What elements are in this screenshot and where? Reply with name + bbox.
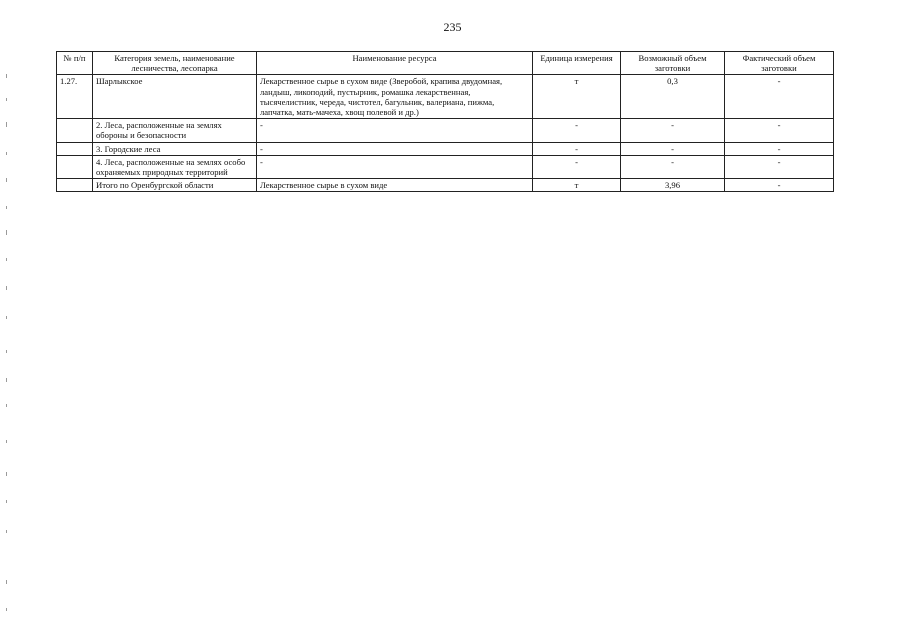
resources-table	[56, 51, 834, 192]
cell-number	[57, 155, 93, 178]
cell-unit: -	[533, 142, 621, 155]
header-category: Категория земель, наименование лесничества, лесопарка	[93, 52, 257, 75]
header-number: № п/п	[57, 52, 93, 75]
cell-category: Шарлыкское	[93, 75, 257, 119]
table-row	[57, 142, 834, 155]
table-row	[57, 119, 834, 142]
header-possible-volume: Возможный объем заготовки	[621, 52, 725, 75]
cell-possible-volume: 0,3	[621, 75, 725, 119]
cell-unit: т	[533, 179, 621, 192]
cell-category: Итого по Оренбургской области	[93, 179, 257, 192]
cell-actual-volume: -	[725, 142, 834, 155]
cell-possible-volume: 3,96	[621, 179, 725, 192]
cell-actual-volume: -	[725, 179, 834, 192]
cell-resource: -	[257, 119, 533, 142]
cell-actual-volume: -	[725, 119, 834, 142]
cell-actual-volume: -	[725, 155, 834, 178]
cell-resource: Лекарственное сырье в сухом виде	[257, 179, 533, 192]
cell-unit: т	[533, 75, 621, 119]
page-number: 235	[443, 20, 462, 34]
table-row	[57, 155, 834, 178]
cell-number	[57, 179, 93, 192]
header-actual-volume: Фактический объем заготовки	[725, 52, 834, 75]
cell-resource: Лекарственное сырье в сухом виде (Зверобой, крапива двудомная, ландыш, ликоподий, пустырник, ромашка лекарственная, тысячелистник, череда, чистотел, багульник, валериана, пижма, лапчатка, мать-мачеха, хвощ полевой и др.)	[257, 75, 533, 119]
cell-category: 2. Леса, расположенные на землях обороны и безопасности	[93, 119, 257, 142]
cell-unit: -	[533, 155, 621, 178]
cell-number: 1.27.	[57, 75, 93, 119]
table-header-row	[57, 52, 834, 75]
cell-possible-volume: -	[621, 119, 725, 142]
scan-edge-marks	[6, 60, 8, 620]
cell-possible-volume: -	[621, 155, 725, 178]
cell-category: 3. Городские леса	[93, 142, 257, 155]
table-row-total	[57, 179, 834, 192]
header-resource: Наименование ресурса	[257, 52, 533, 75]
cell-category: 4. Леса, расположенные на землях особо охраняемых природных территорий	[93, 155, 257, 178]
cell-number	[57, 142, 93, 155]
cell-resource: -	[257, 142, 533, 155]
cell-actual-volume: -	[725, 75, 834, 119]
cell-possible-volume: -	[621, 142, 725, 155]
table-row	[57, 75, 834, 119]
cell-resource: -	[257, 155, 533, 178]
header-unit: Единица измерения	[533, 52, 621, 75]
cell-unit: -	[533, 119, 621, 142]
cell-number	[57, 119, 93, 142]
